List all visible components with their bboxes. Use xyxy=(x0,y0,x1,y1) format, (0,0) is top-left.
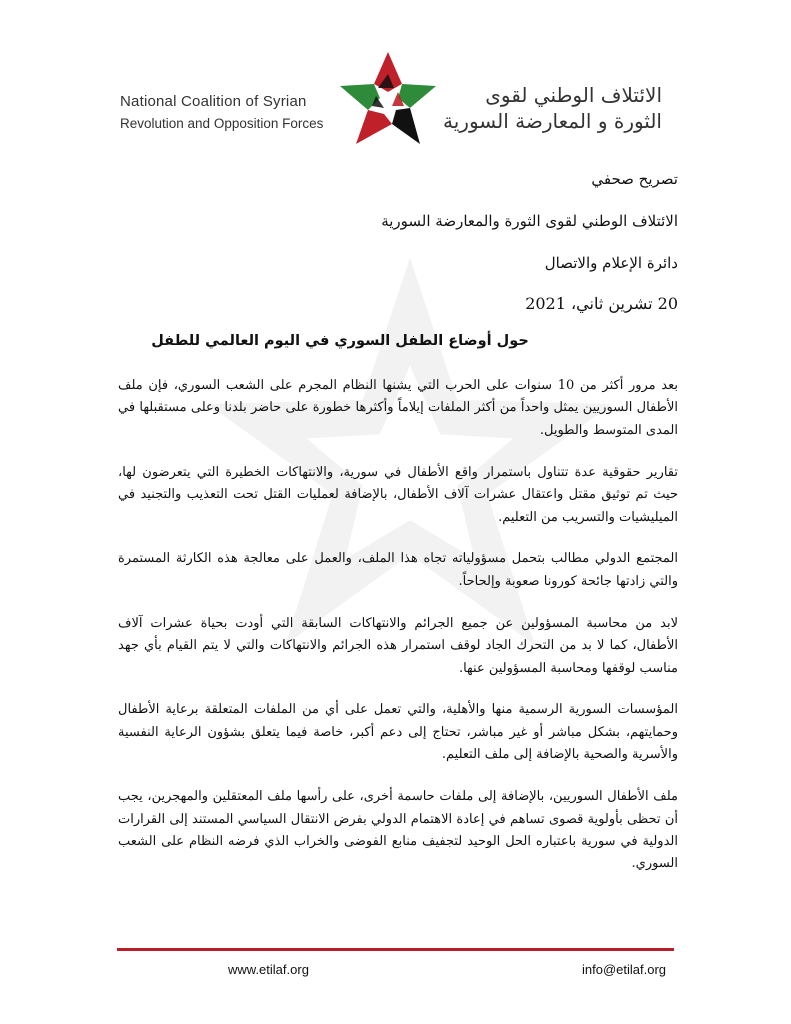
footer-email-link[interactable]: info@etilaf.org xyxy=(582,962,667,977)
statement-headline: حول أوضاع الطفل السوري في اليوم العالمي للطفل xyxy=(151,333,529,349)
footer-website-link[interactable]: www.etilaf.org xyxy=(228,962,309,977)
org-name-en-line2: Revolution and Opposition Forces xyxy=(120,116,324,131)
document-type: تصريح صحفي xyxy=(591,170,678,188)
coalition-star-logo-icon xyxy=(338,48,438,148)
org-name-english xyxy=(120,92,350,134)
issuing-department: دائرة الإعلام والاتصال xyxy=(544,254,678,272)
paragraph: تقارير حقوقية عدة تتناول باستمرار واقع الأطفال في سورية، والانتهاكات الخطيرة التي يتعرضون لها، حيث تم توثيق مقتل واعتقال عشرات آلاف الأطفال، بالإضافة لعمليات القتل تحت التعذيب والتجنيد في الميليشيات والتسريب من التعليم. xyxy=(118,464,678,525)
org-name-ar-line2: الثورة و المعارضة السورية xyxy=(443,109,662,133)
paragraph: ملف الأطفال السوريين، بالإضافة إلى ملفات حاسمة أخرى، على رأسها ملف المعتقلين والمهجرين، يجب أن تحظى بأولوية قصوى تساهم في إعادة الاهتمام الدولي بفرض الانتقال السياسي المستند إلى القرارات الدولية في سورية باعتباره الحل الوحيد لتجفيف منابع الفوضى والخراب الذي فرضه النظام على الشعب السوري. xyxy=(118,789,678,872)
footer-divider xyxy=(117,948,674,951)
document-date: 20 تشرين ثاني، 2021 xyxy=(525,294,678,313)
statement-body xyxy=(118,375,678,895)
issuing-organization: الائتلاف الوطني لقوى الثورة والمعارضة السورية xyxy=(381,212,678,230)
org-name-arabic xyxy=(430,82,662,134)
paragraph: المجتمع الدولي مطالب بتحمل مسؤولياته تجاه هذا الملف، والعمل على معالجة هذه الكارثة المستمرة والتي زادتها جائحة كورونا صعوبة وإلحاحاً. xyxy=(118,551,678,589)
paragraph: بعد مرور أكثر من 10 سنوات على الحرب التي يشنها النظام المجرم على الشعب السوري، فإن ملف الأطفال السوريين يمثل واحداً من أكثر الملفات إيلاماً وأكثرها خطورة على حاضر بلدنا وعلى مستقبلها في المدى المتوسط والطويل. xyxy=(118,378,678,438)
org-name-ar-line1: الائتلاف الوطني لقوى xyxy=(485,83,662,107)
org-name-en-line1: National Coalition of Syrian xyxy=(120,93,307,110)
paragraph: المؤسسات السورية الرسمية منها والأهلية، والتي تعمل على أي من الملفات المتعلقة برعاية الأطفال وحمايتهم، بشكل مباشر أو غير مباشر، تحتاج إلى دعم أكبر، خاصة فيما يتعلق بشؤون الرعاية النفسية والأسرية والصحية بالإضافة إلى ملف التعليم. xyxy=(118,702,678,763)
paragraph: لابد من محاسبة المسؤولين عن جميع الجرائم والانتهاكات السابقة التي أودت بحياة عشرات آلاف الأطفال، كما لا بد من التحرك الجاد لوقف استمرار هذه الجرائم والانتهاكات والتي لا يتم القيام بأي جهد مناسب لوقفها ومحاسبة المسؤولين عنها. xyxy=(118,615,678,676)
